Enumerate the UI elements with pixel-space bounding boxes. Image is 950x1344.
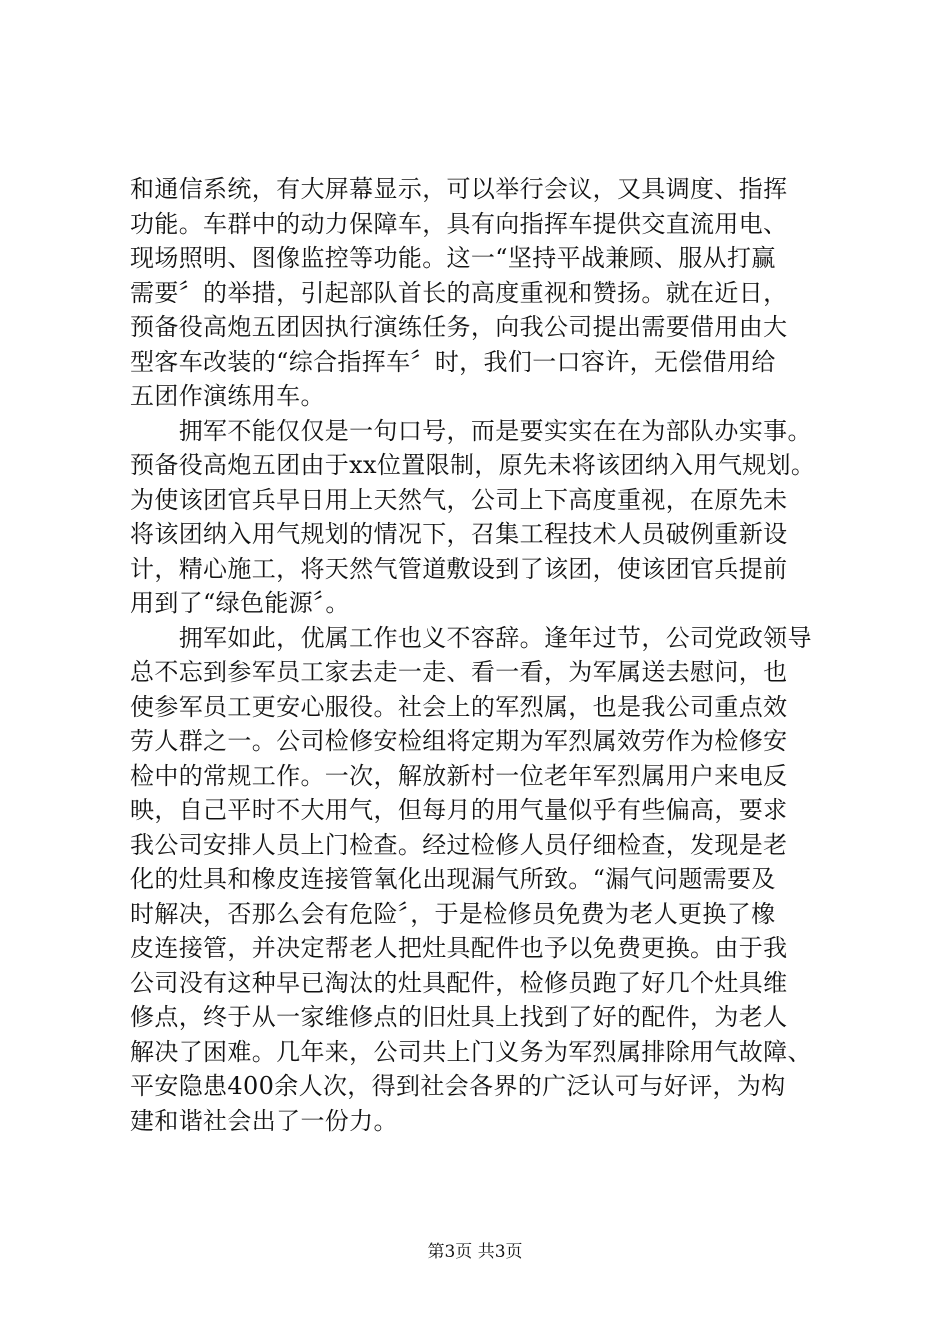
- text-line: 建和谐社会出了一份力。: [130, 1106, 398, 1135]
- text-line: 公司没有这种早已淘汰的灶具配件，检修员跑了好几个灶具维: [130, 968, 788, 997]
- text-line: 时解决，否那么会有危险〞，于是检修员免费为老人更换了橡: [130, 899, 776, 928]
- text-line: 拥军不能仅仅是一句口号，而是要实实在在为部队办实事。: [130, 416, 812, 445]
- text-line: 皮连接管，并决定帮老人把灶具配件也予以免费更换。由于我: [130, 934, 788, 962]
- text-line: 用到了“绿色能源〞。: [130, 589, 350, 617]
- page-number: 第3页 共3页: [427, 1242, 523, 1262]
- text-line: 预备役高炮五团由于xx位置限制，原先未将该团纳入用气规划。: [130, 451, 816, 479]
- text-line: 使参军员工更安心服役。社会上的军烈属，也是我公司重点效: [130, 692, 788, 721]
- text-line: 化的灶具和橡皮连接管氧化出现漏气所致。“漏气问题需要及: [130, 865, 776, 893]
- body-text: [130, 172, 830, 1138]
- text-line: 劳人群之一。公司检修安检组将定期为军烈属效劳作为检修安: [130, 727, 788, 755]
- text-line: 映，自己平时不大用气，但每月的用气量似乎有些偏高，要求: [130, 796, 788, 824]
- text-line: 解决了困难。几年来，公司共上门义务为军烈属排除用气故障、: [130, 1037, 812, 1066]
- text-line: 功能。车群中的动力保障车，具有向指挥车提供交直流用电、: [130, 209, 788, 238]
- text-line: 拥军如此，优属工作也义不容辞。逢年过节，公司党政领导: [130, 623, 812, 652]
- text-line: 和通信系统，有大屏幕显示，可以举行会议，又具调度、指挥: [130, 175, 788, 203]
- text-line: 为使该团官兵早日用上天然气，公司上下高度重视，在原先未: [130, 485, 788, 514]
- text-line: 将该团纳入用气规划的情况下，召集工程技术人员破例重新设: [130, 520, 788, 548]
- text-line: 现场照明、图像监控等功能。这一“坚持平战兼顾、服从打赢: [130, 244, 776, 272]
- text-line: 计，精心施工，将天然气管道敷设到了该团，使该团官兵提前: [130, 554, 788, 583]
- text-line: 我公司安排人员上门检查。经过检修人员仔细检查，发现是老: [130, 830, 788, 859]
- text-line: 平安隐患400余人次，得到社会各界的广泛认可与好评，为构: [130, 1072, 786, 1100]
- text-line: 需要〞的举措，引起部队首长的高度重视和赞扬。就在近日，: [130, 278, 788, 307]
- text-line: 总不忘到参军员工家去走一走、看一看，为军属送去慰问，也: [130, 658, 788, 686]
- text-line: 检中的常规工作。一次，解放新村一位老年军烈属用户来电反: [130, 761, 788, 790]
- text-line: 预备役高炮五团因执行演练任务，向我公司提出需要借用由大: [130, 313, 788, 341]
- text-line: 修点，终于从一家维修点的旧灶具上找到了好的配件，为老人: [130, 1003, 788, 1031]
- text-line: 五团作演练用车。: [130, 382, 325, 410]
- text-line: 型客车改装的“综合指挥车〞时，我们一口容许，无偿借用给: [130, 347, 776, 376]
